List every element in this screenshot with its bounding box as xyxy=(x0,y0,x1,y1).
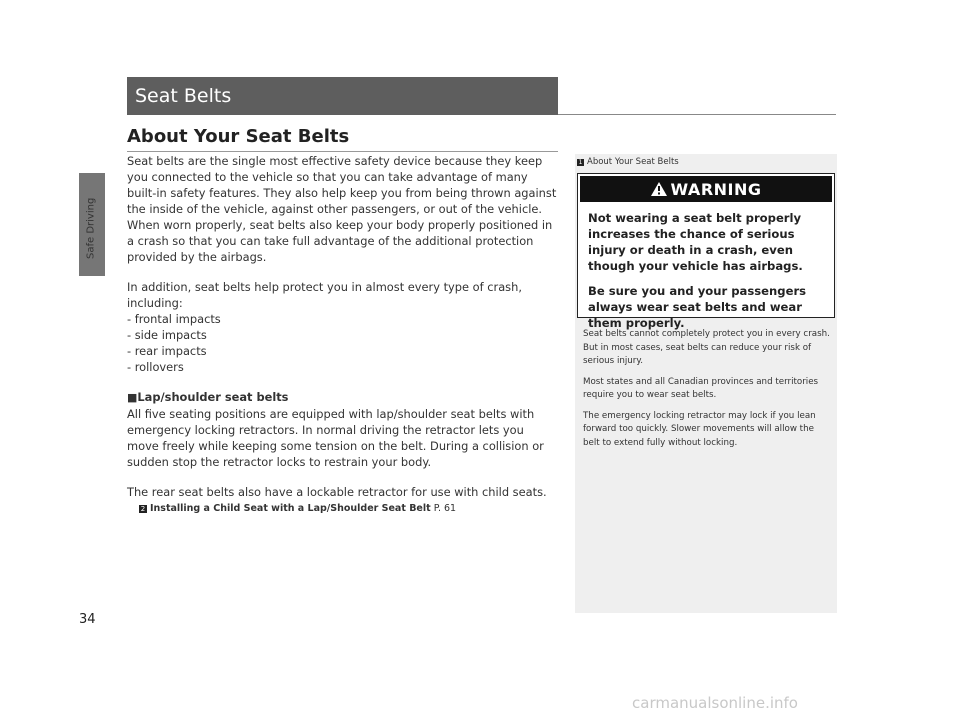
subheading-text: Lap/shoulder seat belts xyxy=(137,390,289,404)
square-bullet-icon: ■ xyxy=(127,391,138,404)
cross-reference-page: P. 61 xyxy=(433,503,457,514)
banner-rule xyxy=(558,114,836,115)
crash-type-item: - side impacts xyxy=(127,328,207,342)
crash-type-item: - rollovers xyxy=(127,360,184,374)
section-title-banner xyxy=(127,77,558,115)
page-title: About Your Seat Belts xyxy=(127,126,350,147)
warning-text-1: Not wearing a seat belt properly increases the chance of serious injury or death in a crash, even though your vehicle has airbags. xyxy=(588,211,803,273)
main-body xyxy=(127,153,559,517)
sidebar-title xyxy=(577,157,679,167)
crash-intro: In addition, seat belts help protect you in almost every type of crash, including: xyxy=(127,280,522,310)
warning-text-2: Be sure you and your passengers always wear seat belts and wear them properly. xyxy=(588,284,807,330)
warning-text xyxy=(578,204,834,331)
sidebar-note: Seat belts cannot completely protect you in every crash. But in most cases, seat belts can reduce your risk of serious injury. xyxy=(583,329,830,366)
warning-box xyxy=(577,173,835,330)
sidebar-note-list xyxy=(583,328,833,457)
side-section-label: Safe Driving xyxy=(85,198,97,260)
crash-type-item: - rear impacts xyxy=(127,344,207,358)
sidebar-note: Most states and all Canadian provinces and territories require you to wear seat belts. xyxy=(583,376,819,400)
cross-reference-link[interactable] xyxy=(127,501,559,517)
warning-header xyxy=(580,176,832,202)
sidebar-marker-icon: 1 xyxy=(578,159,583,166)
sidebar-title-text: About Your Seat Belts xyxy=(587,157,679,167)
sidebar-notes xyxy=(575,154,837,613)
lap-belt-paragraph: All five seating positions are equipped with lap/shoulder seat belts with emergency locking retractors. In normal driving the retractor lets you move freely while keeping some tension on the belt. During a collision or sudden stop the retractor locks to restrain your body. xyxy=(127,407,544,469)
warning-triangle-icon xyxy=(651,182,667,196)
intro-paragraph: Seat belts are the single most effective safety device because they keep you connected to the vehicle so that you can take advantage of many built-in safety features. They also help keep you from being thrown against the inside of the vehicle, against other passengers, or out of the vehicle. When worn properly, seat belts also keep your body properly positioned in a crash so that you can take full advantage of the additional protection provided by the airbags. xyxy=(127,154,557,264)
watermark: carmanualsonline.info xyxy=(632,694,798,712)
warning-label: WARNING xyxy=(670,179,762,199)
cross-reference-icon: 2 xyxy=(140,505,146,513)
sidebar-note: The emergency locking retractor may lock if you lean forward too quickly. Slower movements will allow the belt to extend fully without locking. xyxy=(583,410,816,448)
heading-rule xyxy=(127,151,558,152)
rear-belt-paragraph: The rear seat belts also have a lockable retractor for use with child seats. xyxy=(127,485,547,499)
subheading xyxy=(127,389,559,406)
page-number: 34 xyxy=(79,612,96,627)
crash-type-item: - frontal impacts xyxy=(127,312,221,326)
cross-reference-label: Installing a Child Seat with a Lap/Shoulder Seat Belt xyxy=(150,503,431,514)
section-title: Seat Belts xyxy=(135,85,232,107)
